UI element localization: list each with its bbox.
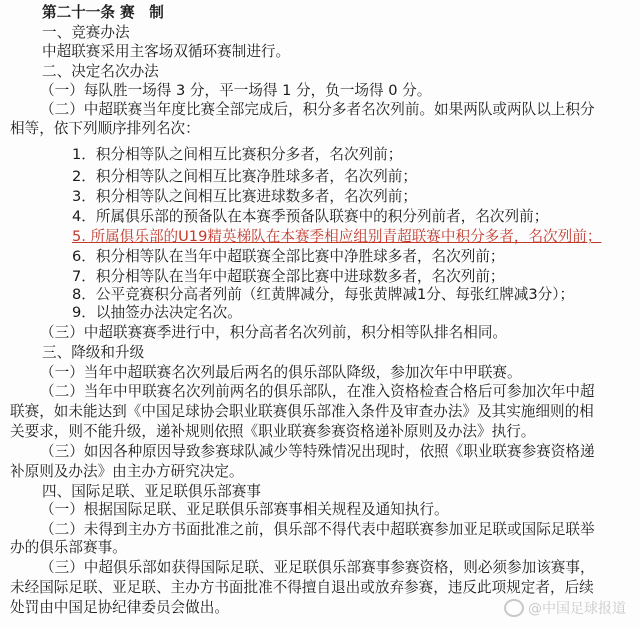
paragraph: （三）中超联赛赛季进行中，积分高者名次列前，积分相等队排名相同。 bbox=[40, 324, 508, 341]
article-title: 第二十一条 赛 制 bbox=[42, 4, 164, 21]
list-item: 7．积分相等队在当年中超联赛全部比赛中进球数多者，名次列前； bbox=[72, 268, 505, 285]
list-item: 9．以抽签办法决定名次。 bbox=[72, 304, 242, 321]
paragraph: （一）当年中超联赛名次列最后两名的俱乐部队降级，参加次年中甲联赛。 bbox=[40, 364, 522, 381]
list-item: 3．积分相等队之间相互比赛进球数多者，名次列前； bbox=[72, 188, 417, 205]
paragraph: 办的俱乐部赛事。 bbox=[10, 539, 127, 556]
section-heading: 一、竞赛办法 bbox=[42, 24, 130, 41]
paragraph: 补原则及办法》由主办方研究决定。 bbox=[10, 463, 244, 480]
paragraph: （二）未得到主办方书面批准之前，俱乐部不得代表中超联赛参加亚足联或国际足联举 bbox=[40, 521, 595, 538]
watermark-text: @中国足球报道 bbox=[528, 601, 626, 617]
weibo-logo-icon bbox=[504, 599, 524, 617]
paragraph: （二）中超联赛当年度比赛全部完成后，积分多者名次列前。如果两队或两队以上积分 bbox=[40, 101, 595, 118]
list-item: 4．所属俱乐部的预备队在本赛季预备队联赛中的积分列前者，名次列前； bbox=[72, 208, 549, 225]
highlighted-list-item: 5. 所属俱乐部的U19精英梯队在本赛季相应组别青超联赛中积分多者，名次列前； bbox=[72, 228, 602, 245]
paragraph: 处罚由中国足协纪律委员会做出。 bbox=[10, 599, 229, 616]
paragraph: （三）如因各种原因导致参赛球队减少等特殊情况出现时，依照《职业联赛参赛资格递 bbox=[40, 443, 595, 460]
paragraph: （一）每队胜一场得 3 分，平一场得 1 分，负一场得 0 分。 bbox=[40, 82, 432, 99]
paragraph: 中超联赛采用主客场双循环赛制进行。 bbox=[42, 43, 291, 60]
paragraph: 关要求，则不能升级，递补规则依照《职业联赛参赛资格递补原则及办法》执行。 bbox=[10, 423, 536, 440]
paragraph: （三）中超俱乐部如获得国际足联、亚足联俱乐部赛事参赛资格，则必须参加该赛事， bbox=[40, 559, 595, 576]
watermark bbox=[504, 598, 626, 618]
list-item: 8．公平竞赛积分高者列前（红黄牌减分，每张黄牌减1分、每张红牌减3分）； bbox=[72, 286, 575, 303]
list-item: 1．积分相等队之间相互比赛积分多者，名次列前； bbox=[72, 146, 403, 163]
section-heading: 四、国际足联、亚足联俱乐部赛事 bbox=[42, 483, 261, 500]
paragraph: 相等，依下列顺序排列名次： bbox=[10, 120, 200, 137]
paragraph: 未经国际足联、亚足联、主办方书面批准不得擅自退出或放弃参赛，违反此项规定者，后续 bbox=[10, 579, 594, 596]
section-heading: 三、降级和升级 bbox=[42, 344, 145, 361]
paragraph: （二）当年中甲联赛名次列前两名的俱乐部队，在准入资格检查合格后可参加次年中超 bbox=[40, 383, 595, 400]
list-item: 6．积分相等队在当年中超联赛全部比赛中净胜球多者，名次列前； bbox=[72, 248, 505, 265]
paragraph: （一）根据国际足联、亚足联俱乐部赛事相关规程及通知执行。 bbox=[40, 501, 449, 518]
list-item: 2．积分相等队之间相互比赛净胜球多者，名次列前； bbox=[72, 168, 417, 185]
section-heading: 二、决定名次办法 bbox=[42, 63, 159, 80]
paragraph: 联赛，如未能达到《中国足球协会职业联赛俱乐部准入条件及审查办法》及其实施细则的相 bbox=[10, 403, 594, 420]
